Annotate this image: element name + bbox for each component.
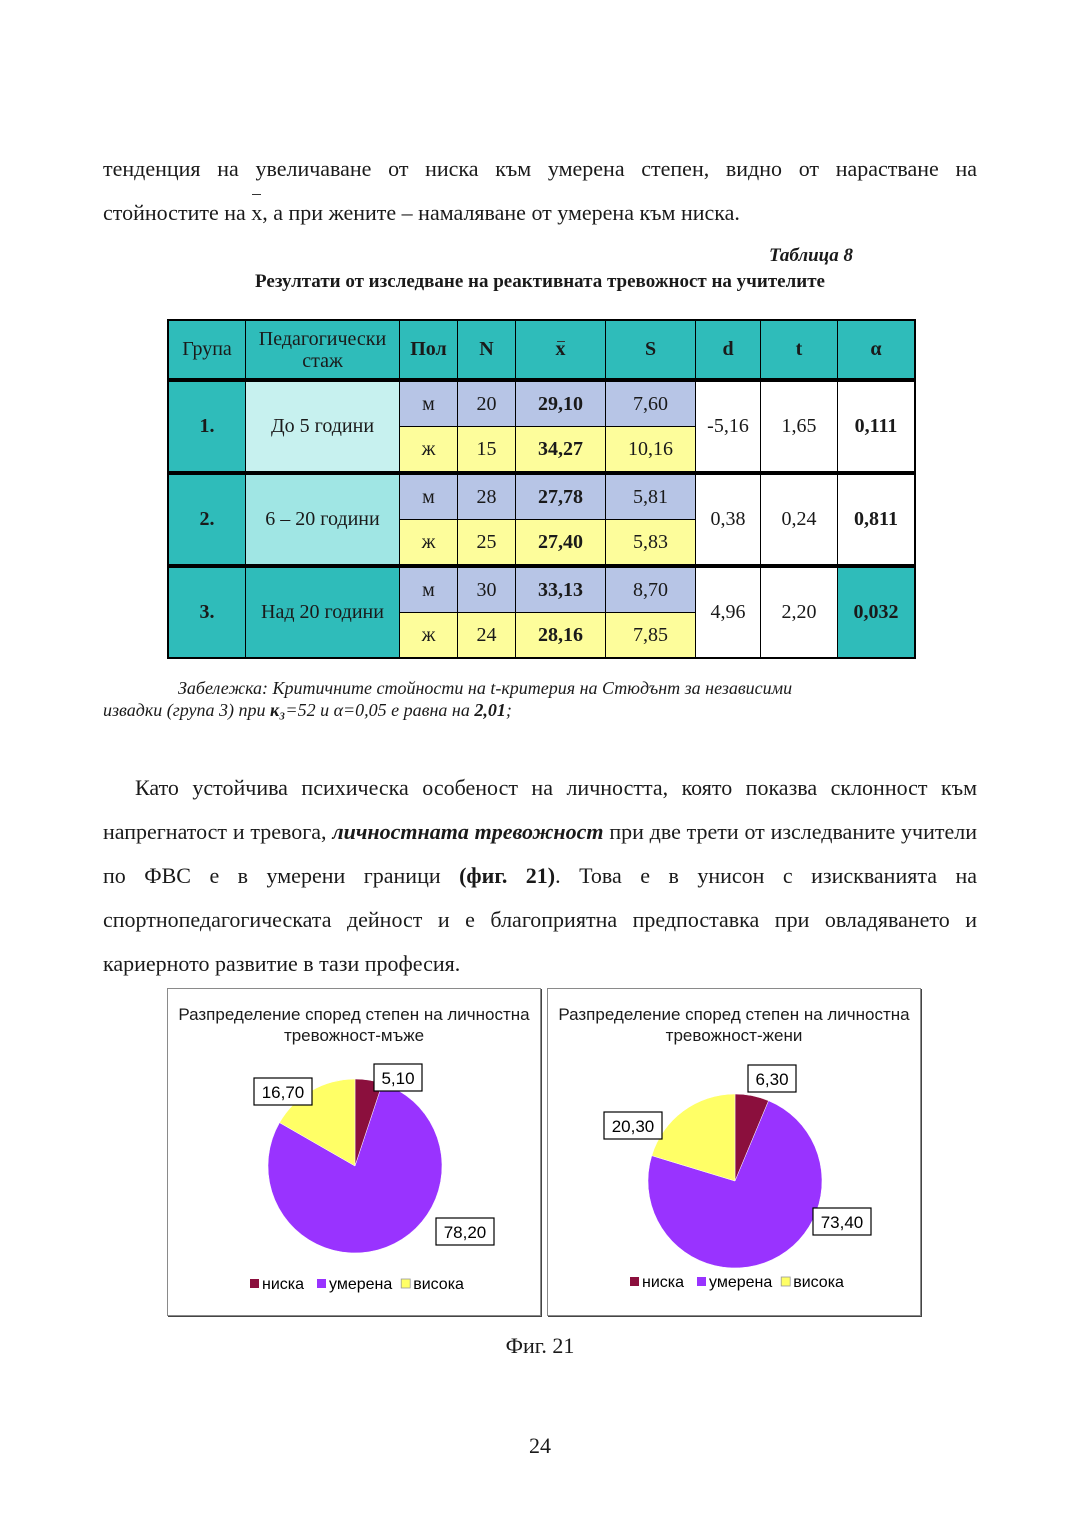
- s-cell: 8,70: [606, 566, 696, 613]
- header-d: d: [696, 320, 761, 380]
- data-label: [604, 1112, 662, 1139]
- group-cell: 1.: [168, 380, 246, 473]
- header-sex: Пол: [400, 320, 458, 380]
- sex-cell: м: [400, 473, 458, 520]
- para2-figure-ref: (фиг. 21): [459, 863, 556, 888]
- svg-text:5,10: 5,10: [381, 1069, 415, 1088]
- svg-text:ниска: ниска: [262, 1276, 305, 1293]
- para2-sentence3: . Това е в унисон с изискванията на спортнопедагогическата дейност и е благоприятна предпоставка при овладяването и кариерното развитие в тази професия.: [103, 863, 978, 976]
- sex-cell: м: [400, 566, 458, 613]
- s-cell: 7,60: [606, 380, 696, 427]
- data-label: [436, 1218, 494, 1245]
- chart-title: Разпределение според степен на личностна тревожност-жени: [558, 1005, 910, 1045]
- page-number: 24: [529, 1433, 551, 1458]
- header-stage: Педагогически стаж: [246, 320, 400, 380]
- group-cell: 3.: [168, 566, 246, 658]
- note-k-symbol: к₃: [270, 700, 286, 720]
- header-group: Група: [168, 320, 246, 380]
- pie-chart-men-svg: [168, 989, 540, 1315]
- n-cell: 24: [458, 613, 516, 659]
- table-row: [168, 473, 915, 520]
- chart-title: Разпределение според степен на личностна тревожност-мъже: [178, 1005, 530, 1045]
- s-cell: 10,16: [606, 427, 696, 474]
- note-line1: Забележка: Критичните стойности на t-критерия на Стюдънт за независими: [178, 678, 793, 698]
- table-header-row: [168, 320, 915, 380]
- note-line2-mid: =52 и α=0,05 е равна на: [285, 700, 475, 720]
- paragraph-intro-line2-end: , а при жените – намаляване от умерена към ниска.: [262, 200, 740, 225]
- results-table: [167, 319, 916, 659]
- mean-cell: 28,16: [516, 613, 606, 659]
- data-label: [254, 1078, 312, 1105]
- paragraph-intro-line1: тенденция на увеличаване от ниска към умерена степен, видно от нарастване на: [103, 156, 977, 181]
- data-label: [374, 1064, 422, 1091]
- group-cell: 2.: [168, 473, 246, 566]
- d-cell: 4,96: [696, 566, 761, 658]
- paragraph-intro-line2-start: стойностите на: [103, 200, 252, 225]
- header-n: N: [458, 320, 516, 380]
- paragraph-intro: [103, 147, 977, 235]
- data-label: [748, 1065, 796, 1092]
- stage-cell: Над 20 години: [246, 566, 400, 658]
- table-row: [168, 566, 915, 613]
- mean-cell: 33,13: [516, 566, 606, 613]
- n-cell: 20: [458, 380, 516, 427]
- s-cell: 7,85: [606, 613, 696, 659]
- t-cell: 0,24: [761, 473, 838, 566]
- legend-entry: [401, 1276, 464, 1293]
- alpha-cell: 0,111: [838, 380, 916, 473]
- stage-cell: 6 – 20 години: [246, 473, 400, 566]
- n-cell: 28: [458, 473, 516, 520]
- d-cell: -5,16: [696, 380, 761, 473]
- stage-cell: До 5 години: [246, 380, 400, 473]
- note-line2-end: ;: [505, 700, 512, 720]
- para2-emphasis: личностната тревожност: [332, 819, 604, 844]
- mean-cell: 29,10: [516, 380, 606, 427]
- pie-chart-men: [167, 988, 541, 1316]
- legend-entry: [630, 1274, 684, 1291]
- pie-slices: [648, 1094, 822, 1268]
- mean-cell: 27,78: [516, 473, 606, 520]
- svg-text:73,40: 73,40: [820, 1213, 864, 1232]
- x-bar-symbol: x: [251, 191, 262, 235]
- sex-cell: ж: [400, 520, 458, 567]
- sex-cell: ж: [400, 427, 458, 474]
- table-number: Таблица 8: [768, 245, 853, 266]
- header-s: S: [606, 320, 696, 380]
- s-cell: 5,83: [606, 520, 696, 567]
- table-row: [168, 380, 915, 427]
- legend-entry: [250, 1276, 304, 1293]
- alpha-cell: 0,032: [838, 566, 916, 658]
- n-cell: 30: [458, 566, 516, 613]
- svg-text:6,30: 6,30: [755, 1070, 789, 1089]
- n-cell: 15: [458, 427, 516, 474]
- svg-text:78,20: 78,20: [443, 1223, 487, 1242]
- s-cell: 5,81: [606, 473, 696, 520]
- mean-cell: 27,40: [516, 520, 606, 567]
- sex-cell: м: [400, 380, 458, 427]
- svg-text:ниска: ниска: [642, 1274, 685, 1291]
- pie-legend: [250, 1276, 464, 1293]
- para2-sentence2: при две трети от изследваните учители по ФВС е в умерени граници: [103, 819, 977, 888]
- svg-text:20,30: 20,30: [611, 1117, 655, 1136]
- alpha-cell: 0,811: [838, 473, 916, 566]
- table-note: [103, 677, 977, 721]
- legend-entry: [781, 1274, 844, 1291]
- svg-text:умерена: умерена: [329, 1276, 393, 1293]
- table-title: Резултати от изследване на реактивната тревожност на учителите: [255, 271, 825, 292]
- t-cell: 2,20: [761, 566, 838, 658]
- pie-chart-women: [547, 988, 921, 1316]
- svg-text:умерена: умерена: [709, 1274, 773, 1291]
- note-line2-start: извадки (група 3) при: [103, 700, 271, 720]
- legend-entry: [317, 1276, 392, 1293]
- svg-text:16,70: 16,70: [261, 1083, 305, 1102]
- figure-caption: Фиг. 21: [505, 1333, 575, 1358]
- t-cell: 1,65: [761, 380, 838, 473]
- header-mean: [516, 320, 606, 380]
- pie-chart-women-svg: [548, 989, 920, 1315]
- legend-entry: [697, 1274, 772, 1291]
- svg-text:висока: висока: [793, 1274, 844, 1291]
- note-critical-value: 2,01: [474, 700, 506, 720]
- paragraph-personal-anxiety: [103, 766, 977, 986]
- pie-legend: [630, 1274, 844, 1291]
- header-alpha: α: [838, 320, 916, 380]
- header-t: t: [761, 320, 838, 380]
- mean-cell: 34,27: [516, 427, 606, 474]
- sex-cell: ж: [400, 613, 458, 659]
- para2-sentence1: Като устойчива психическа особеност на личността, която показва склонност към напрегнатост и тревога,: [103, 775, 977, 844]
- data-label: [813, 1208, 871, 1235]
- x-bar-header: x: [555, 338, 566, 360]
- d-cell: 0,38: [696, 473, 761, 566]
- n-cell: 25: [458, 520, 516, 567]
- svg-text:висока: висока: [413, 1276, 464, 1293]
